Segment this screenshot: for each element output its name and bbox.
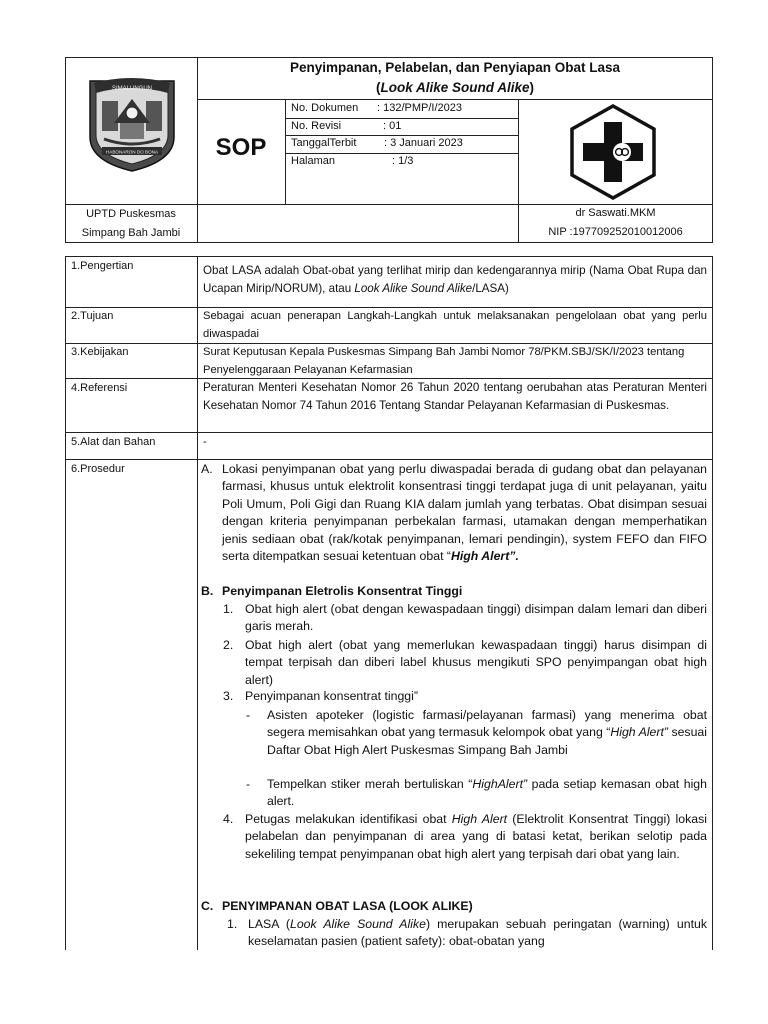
prosedur-a-text: Lokasi penyimpanan obat yang perlu diwaspadai berada di gudang obat dan pelayanan farmasi, khusus untuk elektrolit konsentrasi tinggi terdapat juga di unit pelayanan, yaitu Poli Umum, Poli Gigi dan Ruang KIA dalam jumlah yang terbatas. Obat disimpan sesuai dengan kriteria penyimpanan perbekalan farmasi, utamakan dengan memperhatikan jenis sediaan obat (rak/kotak penyimpanan, lemari pendingin), system FEFO dan FIFO serta ditempatkan sesuai ketentuan obat “High Alert”. — [222, 462, 707, 564]
prosedur-b3b-marker: - — [246, 777, 251, 791]
prosedur-b3a-marker: - — [246, 708, 251, 722]
prosedur-a-marker: A. — [201, 462, 213, 476]
prosedur-b3-marker: 3. — [223, 689, 234, 703]
prosedur-c1-marker: 1. — [227, 917, 238, 931]
emblem-top-text: SIMALUNGUN — [111, 86, 153, 92]
meta-label: TanggalTerbit — [291, 137, 357, 149]
prosedur-b1-text: Obat high alert (obat dengan kewaspadaan tinggi) disimpan dalam lemari dan diberi garis merah. — [245, 602, 707, 634]
puskesmas-logo — [566, 104, 660, 200]
document-title-line1: Penyimpanan, Pelabelan, dan Penyiapan Obat Lasa — [289, 60, 621, 75]
section-label-prosedur: 6.Prosedur — [71, 463, 125, 475]
meta-value: : 132/PMP/I/2023 — [377, 102, 462, 114]
meta-value: : 3 Januari 2023 — [384, 137, 463, 149]
prosedur-b2-marker: 2. — [223, 638, 234, 652]
prosedur-b4-text: Petugas melakukan identifikasi obat High Alert (Elektrolit Konsentrat Tinggi) lokasi pelabelan dan penyimpanan di area yang di batasi ketat, berikan selotip pada sekeliling tempat penyimpanan obat high alert yang terpisah dari obat yang lain. — [245, 812, 707, 861]
prosedur-b3a-text: Asisten apoteker (logistic farmasi/pelayanan farmasi) yang menerima obat segera memisahkan obat yang termasuk kelompok obat yang “High Alert” sesuai Daftar Obat High Alert Puskesmas Simpang Bah Jambi — [267, 708, 707, 757]
signer-nip: NIP :197709252010012006 — [548, 226, 683, 238]
prosedur-b-title: Penyimpanan Eletrolis Konsentrat Tinggi — [222, 584, 463, 598]
meta-label: No. Revisi — [291, 120, 342, 132]
section-text-referensi: Peraturan Menteri Kesehatan Nomor 26 Tahun 2020 tentang oerubahan atas Peraturan Menteri Kesehatan Nomor 74 Tahun 2016 Tentang Standar Pelayanan Kefarmasian di Puskesmas. — [203, 381, 707, 412]
prosedur-c1-text: LASA (Look Alike Sound Alike) merupakan sebuah peringatan (warning) untuk keselamatan pasien (patient safety): obat-obatan yang — [248, 917, 707, 949]
section-label-kebijakan: 3.Kebijakan — [71, 346, 129, 358]
meta-label: Halaman — [291, 155, 336, 167]
meta-doc-no — [291, 99, 516, 118]
prosedur-b3b-text: Tempelkan stiker merah bertuliskan “HighAlert” pada setiap kemasan obat high alert. — [267, 777, 707, 809]
organization-line2: Simpang Bah Jambi — [81, 227, 181, 239]
regency-emblem — [84, 73, 180, 173]
sop-label: SOP — [215, 134, 267, 161]
section-label-referensi: 4.Referensi — [71, 382, 128, 394]
section-text-pengertian: Obat LASA adalah Obat-obat yang terlihat mirip dan kedengarannya mirip (Nama Obat Rupa dan Ucapan Mirip/NORUM), atau Look Alike Sound Alike/LASA) — [203, 264, 707, 295]
meta-page — [291, 152, 516, 170]
meta-label: No. Dokumen — [291, 102, 359, 114]
signer-block — [518, 204, 713, 242]
meta-value: : 1/3 — [392, 155, 414, 167]
prosedur-b3-text: Penyimpanan konsentrat tinggi” — [245, 689, 418, 703]
prosedur-b1-marker: 1. — [223, 602, 234, 616]
document-title-italic: Look Alike Sound Alike — [380, 80, 530, 95]
meta-revision — [291, 117, 516, 135]
section-label-pengertian: 1.Pengertian — [71, 260, 134, 272]
document-title — [197, 58, 713, 98]
prosedur-c-marker: C. — [201, 899, 214, 913]
prosedur-c-title: PENYIMPANAN OBAT LASA (LOOK ALIKE) — [222, 899, 473, 913]
prosedur-b4-marker: 4. — [223, 812, 234, 826]
organization-name — [65, 205, 197, 243]
section-text-kebijakan: Surat Keputusan Kepala Puskesmas Simpang Bah Jambi Nomor 78/PKM.SBJ/SK/I/2023 tentang Penyelenggaraan Pelayanan Kefarmasian — [203, 346, 685, 376]
signer-name: dr Saswati.MKM — [575, 207, 656, 219]
section-text-tujuan: Sebagai acuan penerapan Langkah-Langkah untuk melaksanakan pengelolaan obat yang perlu diwaspadai — [203, 310, 707, 340]
section-text-alat-bahan: - — [203, 436, 207, 448]
meta-issue-date — [291, 134, 516, 152]
meta-value: : 01 — [383, 120, 402, 132]
section-label-tujuan: 2.Tujuan — [71, 310, 114, 322]
prosedur-b2-text: Obat high alert (obat yang memerlukan kewaspadaan tinggi) harus disimpan di tempat terpisah dan diberi label khusus mengikuti SPO penyimpangan obat high alert) — [245, 638, 707, 687]
document-title-line2: (Look Alike Sound Alike) — [375, 80, 535, 95]
prosedur-b-marker: B. — [201, 584, 214, 598]
emblem-bottom-text: HABONARON DO BONA — [105, 149, 159, 155]
organization-line1: UPTD Puskesmas — [86, 208, 176, 220]
section-label-alat-bahan: 5.Alat dan Bahan — [71, 436, 156, 448]
